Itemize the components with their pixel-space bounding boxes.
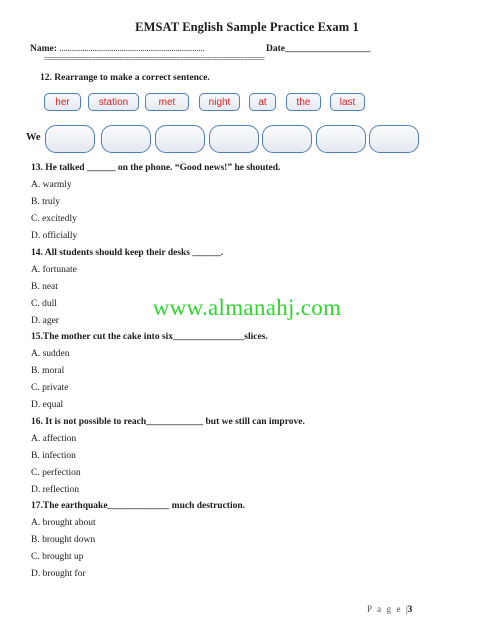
answer-slot[interactable] [45,125,95,153]
word-tile[interactable]: the [286,93,321,111]
answer-option[interactable]: D. reflection [31,485,80,495]
answer-option[interactable]: C. brought up [31,552,84,562]
name-label: Name: [30,44,57,54]
answer-option[interactable]: D. brought for [31,569,86,579]
question-prompt: 14. All students should keep their desks ______. [31,248,224,258]
answer-option[interactable]: B. moral [31,366,65,376]
question-prompt: 15.The mother cut the cake into six_______________slices. [31,332,268,342]
page-number: 3 [407,604,413,614]
page-footer [367,604,412,614]
answer-option[interactable]: D. ager [31,316,59,326]
answer-option[interactable]: A. warmly [31,180,72,190]
answer-option[interactable]: B. truly [31,197,61,207]
answer-slot[interactable] [262,125,312,153]
footer-separator: | [405,604,408,614]
answer-option[interactable]: B. brought down [31,535,96,545]
answer-option[interactable]: A. sudden [31,349,70,359]
question-prompt: 16. It is not possible to reach____________ but we still can improve. [31,417,305,427]
answer-option[interactable]: C. excitedly [31,214,77,224]
answer-slot[interactable] [155,125,205,153]
answer-option[interactable]: C. perfection [31,468,81,478]
header-separator: ================================================================= [44,55,265,63]
answer-slot[interactable] [316,125,366,153]
answer-option[interactable]: C. private [31,383,69,393]
answer-option[interactable]: D. equal [31,400,64,410]
answer-slot[interactable] [369,125,419,153]
answer-slot[interactable] [209,125,259,153]
word-tile[interactable]: met [145,93,189,111]
name-blank: ...................................................................... [59,44,205,54]
question-12-prompt: 12. Rearrange to make a correct sentence. [40,73,210,83]
answer-option[interactable]: B. infection [31,451,76,461]
answer-option[interactable]: D. officially [31,231,78,241]
sentence-start-word: We [26,132,41,143]
page-word: P a g e [367,604,403,614]
answer-option[interactable]: B. neat [31,282,58,292]
date-field: Date__________________ [266,44,371,54]
answer-option[interactable]: A. affection [31,434,77,444]
word-tile[interactable]: station [88,93,139,111]
word-tile[interactable]: her [44,93,81,111]
question-prompt: 17.The earthquake_____________ much destruction. [31,501,246,511]
name-field [30,44,205,54]
exam-title: EMSAT English Sample Practice Exam 1 [135,20,359,34]
watermark-text: www.almanahj.com [152,295,342,320]
word-tile[interactable]: at [249,93,276,111]
answer-option[interactable]: A. brought about [31,518,96,528]
answer-slot[interactable] [101,125,151,153]
question-prompt: 13. He talked ______ on the phone. “Good news!” he shouted. [31,163,281,173]
word-tile[interactable]: night [199,93,240,111]
answer-option[interactable]: C. dull [31,299,57,309]
answer-option[interactable]: A. fortunate [31,265,77,275]
word-tile[interactable]: last [330,93,365,111]
